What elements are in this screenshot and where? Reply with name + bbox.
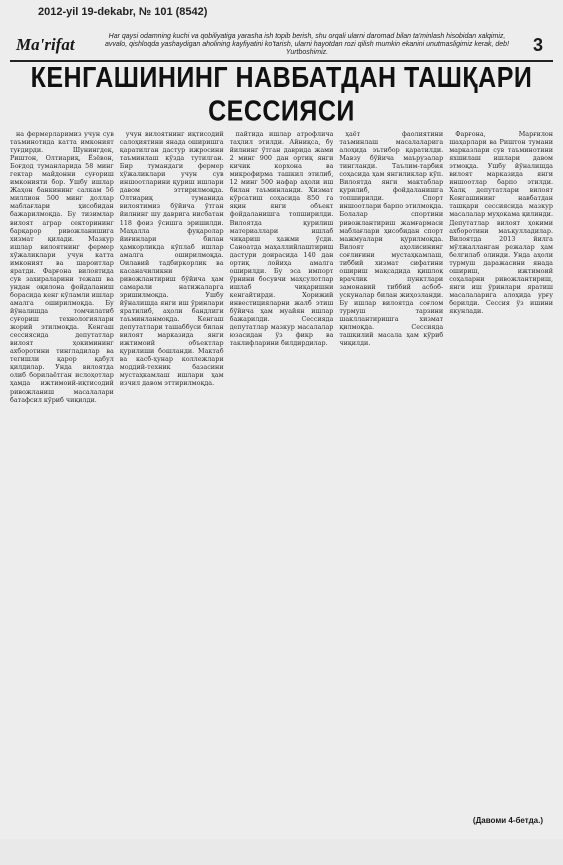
article-column: [339, 130, 443, 865]
column-text: Фарғона, Марғилон шаҳарлари ва Риштон тумани марказлари сув таъминотини яхшилаш ишлари давом этмоқда. Ушбу йўналишда вилоят марказида янги иншоотлар барпо этилди. Халқ депутатлари вилоят Кенгашининг навбатдан ташқари сессиясида мазкур масалалар муҳокама қилинди. Депутатлар вилоят ҳокими ахборотини маъқулладилар. Вилоятда 2013 йилга мўлжалланган режалар ҳам белгилаб олинди. Унда аҳоли турмуш даражасини янада ошириш, ижтимоий соҳаларни ривожлантириш, янги иш ўринлари яратиш масалаларига алоҳида урғу берилди. Сессия ўз ишини якунлади.: [449, 130, 553, 316]
motto-quote: Har qaysi odamning kuchi va qobiliyatiga yarasha ish topib berish, shu orqali ularni daromad bilan ta'minlash hisobidan xalqimiz, avvalo, qishloqda yashaydigan aholining kayfiyatini ko'tarish, ularni hayotdan rozi qilish mumkin ekanini unutmasligimiz kerak, deb! Yurtboshimiz.: [104, 33, 510, 56]
column-text: учун вилоятнинг иқтисодий салоҳиятини янада оширишга қаратилган дастур ижросини таъминлаш кўзда тутилган. Бир тумандаги фермер хўжаликлари учун сув иншоотларини қуриш ишлари давом эттирилмоқда. Олтиариқ туманида вилоятимиз бўйича ўтган йилнинг шу даврига нисбатан 118 фоиз ўсишга эришилди. Маҳалла фуқаролар йиғинлари билан ҳамкорликда кўплаб ишлар амалга оширилмоқда. Оилавий тадбиркорлик ва касаначиликни ривожлантириш бўйича ҳам самарали натижаларга эришилмоқда. Ушбу йўналишда янги иш ўринлари яратилиб, аҳоли бандлиги таъминланмоқда. Кенгаш депутатлари ташаббуси билан вилоят марказида янги ижтимоий объектлар қурилиши бошланди. Мактаб ва касб-ҳунар коллежлари моддий-техник базасини мустаҳкамлаш ишлари ҳам изчил давом эттирилмоқда.: [119, 130, 224, 388]
column-text: пайтида ишлар атрофлича таҳлил этилди. Айниқса, бу йилнинг ўтган даврида жами 2 минг 900 дан ортиқ янги кичик корхона ва микрофирма ташкил этилиб, 12 минг 500 нафар аҳоли иш билан таъминланди. Хизмат кўрсатиш соҳасида 850 га яқин янги объект фойдаланишга топширилди. Вилоятда қурилиш материаллари ишлаб чиқариш ҳажми ўсди. Саноатда маҳаллийлаштириш дастури доирасида 140 дан ортиқ лойиҳа амалга оширилди. Бу эса импорт ўрнини босувчи маҳсулотлар ишлаб чиқаришни кенгайтирди. Хорижий инвестицияларни жалб этиш бўйича ҳам муайян ишлар бажарилди. Сессияда депутатлар мазкур масалалар юзасидан ўз фикр ва таклифларини билдирдилар.: [229, 130, 334, 348]
column-text: ҳаёт фаолиятини таъминлаш масалаларига алоҳида эътибор қаратилди. Мавзу бўйича маърузалар тингланди. Таълим-тарбия соҳасида ҳам янгиликлар кўп. Вилоятда янги мактаблар қурилиб, фойдаланишга топширилди. Спорт иншоотлари барпо этилмоқда. Болалар спортини ривожлантириш жамғармаси маблағлари ҳисобидан спорт мажмуалари қурилмоқда. Вилоят аҳолисининг соғлиғини мустаҳкамлаш, тиббий хизмат сифатини ошириш мақсадида қишлоқ врачлик пунктлари замонавий тиббий асбоб-ускуналар билан жиҳозланди. Бу ишлар вилоятда соғлом турмуш тарзини шакллантиришга хизмат қилмоқда. Сессияда ташкилий масала ҳам кўриб чиқилди.: [339, 130, 444, 348]
page-number: 3: [532, 35, 543, 55]
article-column: [230, 130, 334, 865]
article-column: [449, 130, 553, 865]
article-columns: [10, 130, 553, 865]
article-column: [10, 130, 114, 865]
continued-note: (Давоми 4-бетда.): [472, 816, 543, 825]
masthead: [10, 18, 553, 62]
article-headline: КЕНГАШИНИНГ НАВБАТДАН ТАШҚАРИ СЕССИЯСИ: [30, 61, 533, 128]
article-column: [120, 130, 224, 865]
newspaper-brand: Ma'rifat: [16, 35, 75, 54]
issue-date: 2012-yil 19-dekabr, № 101 (8542): [38, 6, 208, 18]
column-text: на фермерларимиз учун сув таъминотида катта имконият туғдирди. Шунингдек, Риштон, Олтиариқ, Ёзёвон, Боғдод туманларида 58 минг гектар майдонни суғориш имконияти бор. Ушбу ишлар Жаҳон банкининг салкам 56 миллион 500 минг доллар маблағлари ҳисобидан бажарилмоқда. Бу тизимлар вилоят аграр секторининг барқарор ривожланишига хизмат қилади. Мазкур ишлар вилоятнинг фермер хўжаликлари учун катта имконият ва шароитлар яратди. Фарғона вилоятида сув захираларини тежаш ва ундан оқилона фойдаланиш борасида кенг кўламли ишлар амалга оширилмоқда. Бу йўналишда томчилатиб суғориш технологиялари жорий этилмоқда. Кенгаш сессиясида депутатлар вилоят ҳокимининг ахборотини тингладилар ва тегишли қарор қабул қилдилар. Унда вилоятда олиб борилаётган ислоҳотлар ҳамда ижтимоий-иқтисодий ривожланиш масалалари батафсил кўриб чиқилди.: [10, 130, 114, 404]
